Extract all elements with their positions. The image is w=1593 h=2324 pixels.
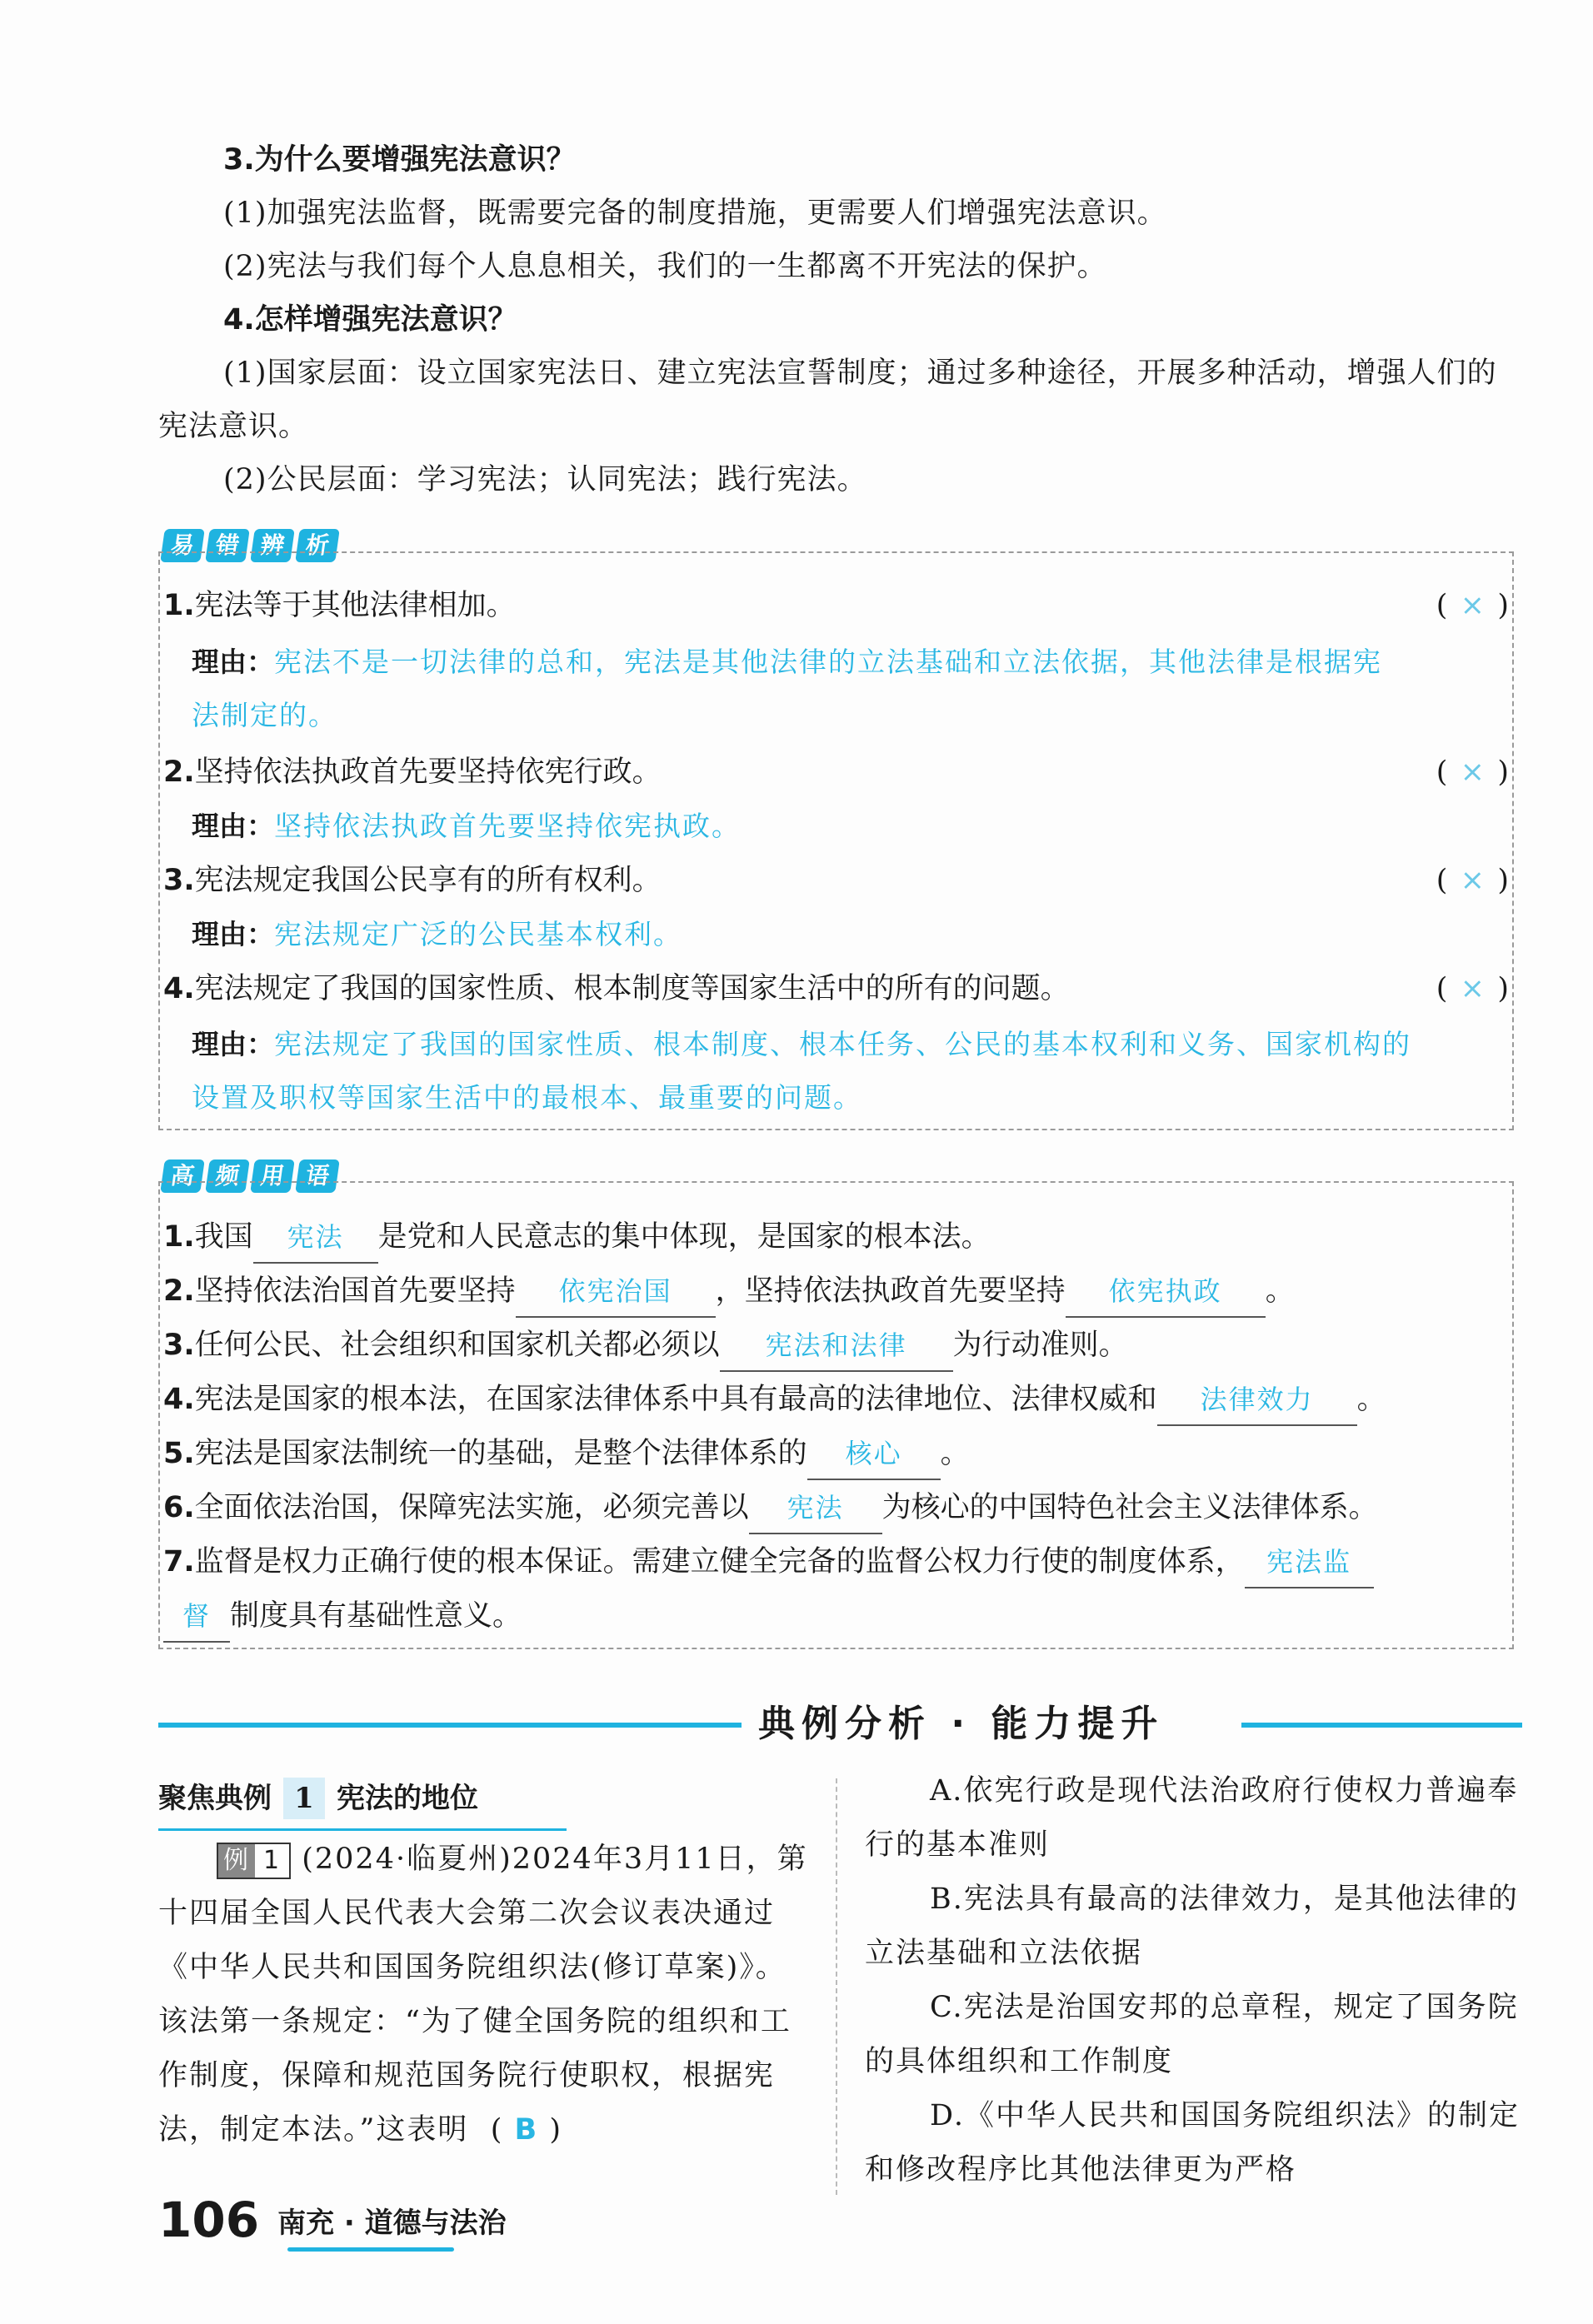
page-number: 106 bbox=[158, 2192, 260, 2248]
option-c: C.宪法是治国安邦的总章程，规定了国务院的具体组织和工作制度 bbox=[865, 1991, 1519, 2078]
qa-section bbox=[158, 133, 1525, 506]
answer-blank: 依宪治国 bbox=[516, 1266, 716, 1318]
judge-paren: ( × ) bbox=[1436, 747, 1509, 797]
answer-blank: 宪法和法律 bbox=[720, 1320, 953, 1372]
option-b: B.宪法具有最高的法律效力，是其他法律的立法基础和立法依据 bbox=[865, 1883, 1519, 1970]
answer-blank: 法律效力 bbox=[1157, 1374, 1357, 1426]
divider-title: 典例分析 · 能力提升 bbox=[758, 1703, 1165, 1745]
focus-underline bbox=[158, 1828, 567, 1831]
cross-mark: × bbox=[1460, 972, 1485, 1005]
cross-mark: × bbox=[1460, 864, 1485, 897]
example-tag: 例 1 bbox=[217, 1843, 291, 1879]
phrase-tag: 高 频 用 语 bbox=[162, 1160, 337, 1193]
example-text: 例 1 (2024·临夏州)2024年3月11日，第十四届全国人民代表大会第二次会议表决通过《中华人民共和国国务院组织法(修订草案)》。该法第一条规定：“为了健全国务院的组织和工作制度，保障和规范国务院行使职权，根据宪法，制定本法。”这表明 ( B ) bbox=[158, 1843, 808, 2147]
qa-paragraph: (2)公民层面：学习宪法；认同宪法；践行宪法。 bbox=[223, 463, 867, 496]
judge-paren: ( × ) bbox=[1436, 855, 1509, 905]
cross-mark: × bbox=[1460, 756, 1485, 789]
answer-blank: 宪法监 bbox=[1245, 1537, 1374, 1588]
qa-heading: 4.怎样增强宪法意识？ bbox=[223, 303, 517, 337]
section-divider bbox=[158, 1699, 1522, 1749]
qa-paragraph: (2)宪法与我们每个人息息相关，我们的一生都离不开宪法的保护。 bbox=[223, 250, 1107, 283]
focus-number: 1 bbox=[283, 1778, 325, 1819]
error-item-1: 1.宪法等于其他法律相加。 ( × ) bbox=[163, 581, 1509, 631]
divider-line-left bbox=[158, 1723, 742, 1728]
footer-accent-line bbox=[287, 2247, 454, 2252]
answer-blank: 宪法 bbox=[253, 1212, 378, 1264]
error-reason-1: 理由：宪法不是一切法律的总和，宪法是其他法律的立法基础和立法依据，其他法律是根据宪 法制定的。 bbox=[192, 646, 1382, 731]
phrase-line-7: 7.监督是权力正确行使的根本保证。需建立健全完备的监督公权力行使的制度体系， 宪法监 bbox=[163, 1537, 1509, 1588]
phrase-line-4: 4.宪法是国家的根本法，在国家法律体系中具有最高的法律地位、法律权威和 法律效力 。 bbox=[163, 1374, 1509, 1426]
qa-heading: 3.为什么要增强宪法意识？ bbox=[223, 143, 576, 177]
answer-blank: 核心 bbox=[807, 1429, 941, 1480]
qa-paragraph: (1)国家层面：设立国家宪法日、建立宪法宣誓制度；通过多种途径，开展多种活动，增强人们的宪法意识。 bbox=[158, 357, 1497, 443]
answer-blank: 宪法 bbox=[749, 1483, 882, 1534]
phrase-line-5: 5.宪法是国家法制统一的基础，是整个法律体系的 核心 。 bbox=[163, 1429, 1509, 1480]
option-a: A.依宪行政是现代法治政府行使权力普遍奉行的基本准则 bbox=[865, 1774, 1519, 1862]
phrase-line-7-cont: 督 制度具有基础性意义。 bbox=[163, 1591, 1509, 1643]
error-reason-4: 理由：宪法规定了我国的国家性质、根本制度、根本任务、公民的基本权利和义务、国家机构的 设置及职权等国家生活中的最根本、最重要的问题。 bbox=[192, 1028, 1411, 1114]
error-item-3: 3.宪法规定我国公民享有的所有权利。 ( × ) bbox=[163, 855, 1509, 905]
answer-blank: 依宪执政 bbox=[1066, 1266, 1266, 1318]
error-item-4: 4.宪法规定了我国的国家性质、根本制度等国家生活中的所有的问题。 ( × ) bbox=[163, 964, 1509, 1014]
error-reason-3: 理由：宪法规定广泛的公民基本权利。 bbox=[192, 918, 682, 950]
option-d: D.《中华人民共和国国务院组织法》的制定和修改程序比其他法律更为严格 bbox=[865, 2099, 1520, 2187]
page-footer bbox=[158, 2191, 507, 2249]
phrase-line-6: 6.全面依法治国，保障宪法实施，必须完善以 宪法 为核心的中国特色社会主义法律体系。 bbox=[163, 1483, 1509, 1534]
error-analysis-tag: 易 错 辨 析 bbox=[162, 529, 337, 562]
divider-line-right bbox=[1241, 1723, 1522, 1728]
phrase-line-2: 2.坚持依法治国首先要坚持 依宪治国 ，坚持依法执政首先要坚持 依宪执政 。 bbox=[163, 1266, 1509, 1318]
options-list bbox=[865, 1764, 1523, 2197]
qa-paragraph: (1)加强宪法监督，既需要完备的制度措施，更需要人们增强宪法意识。 bbox=[223, 197, 1167, 230]
book-title: 南充 · 道德与法治 bbox=[277, 2207, 507, 2240]
answer-blank: 督 bbox=[163, 1591, 230, 1643]
column-divider bbox=[836, 1778, 837, 2195]
error-reason-2: 理由：坚持依法执政首先要坚持依宪执政。 bbox=[192, 810, 741, 842]
focus-example-header: 聚焦典例 1 宪法的地位 bbox=[158, 1774, 478, 1823]
answer-letter: B bbox=[514, 2113, 539, 2147]
phrase-line-3: 3.任何公民、社会组织和国家机关都必须以 宪法和法律 为行动准则。 bbox=[163, 1320, 1509, 1372]
error-item-2: 2.坚持依法执政首先要坚持依宪行政。 ( × ) bbox=[163, 747, 1509, 797]
judge-paren: ( × ) bbox=[1436, 964, 1509, 1014]
judge-paren: ( × ) bbox=[1436, 581, 1509, 631]
cross-mark: × bbox=[1460, 589, 1485, 622]
phrase-line-1: 1.我国 宪法 是党和人民意志的集中体现，是国家的根本法。 bbox=[163, 1212, 1509, 1264]
answer-paren: ( B ) bbox=[490, 2113, 562, 2147]
